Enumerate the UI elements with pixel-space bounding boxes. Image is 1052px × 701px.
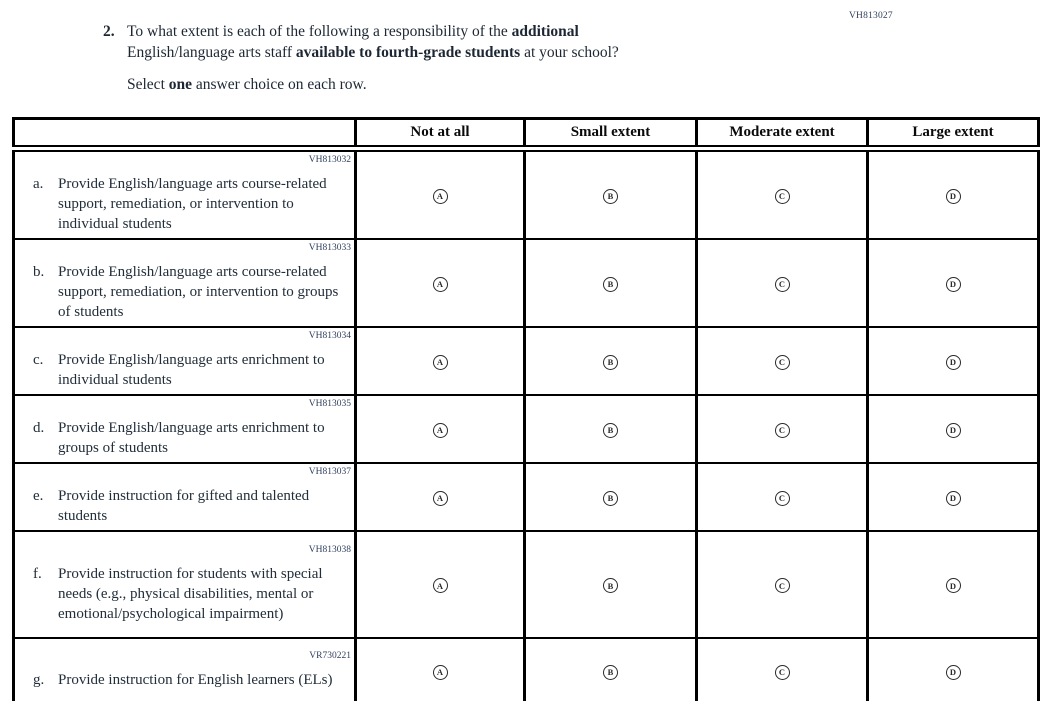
item-text-b: Provide English/language arts course-related support, remediation, or intervention to groups of students	[58, 264, 339, 320]
item-letter-g: g.	[33, 671, 45, 688]
option-cell-b-moderate	[697, 239, 868, 327]
item-text-d: Provide English/language arts enrichment to groups of students	[58, 420, 325, 456]
option-cell-e-small	[525, 463, 697, 531]
option-cell-a-moderate	[697, 149, 868, 240]
option-cell-c-large	[868, 327, 1039, 395]
radio-option-a-B[interactable]: B	[603, 189, 618, 204]
option-cell-d-large	[868, 395, 1039, 463]
option-cell-e-large	[868, 463, 1039, 531]
radio-option-d-C[interactable]: C	[775, 423, 790, 438]
radio-option-f-B[interactable]: B	[603, 578, 618, 593]
option-cell-d-moderate	[697, 395, 868, 463]
option-cell-g-large	[868, 638, 1039, 701]
header-empty-cell	[14, 119, 356, 149]
item-letter-c: c.	[33, 352, 44, 368]
row-code-b: VH813033	[308, 243, 351, 253]
instruction-bold-one: one	[168, 76, 192, 93]
option-cell-a-not-at-all	[356, 149, 525, 240]
option-cell-a-large	[868, 149, 1039, 240]
question-bold-additional: additional	[511, 23, 579, 40]
radio-option-a-A[interactable]: A	[433, 189, 448, 204]
radio-option-e-D[interactable]: D	[946, 491, 961, 506]
header-not-at-all: Not at all	[356, 119, 525, 149]
row-code-c: VH813034	[308, 331, 351, 341]
radio-option-b-B[interactable]: B	[603, 277, 618, 292]
item-text-f: Provide instruction for students with special needs (e.g., physical disabilities, mental or emotional/psychological impairment)	[58, 565, 323, 622]
option-cell-a-small	[525, 149, 697, 240]
option-cell-f-large	[868, 531, 1039, 638]
radio-option-g-D[interactable]: D	[946, 665, 961, 680]
question-line-1: To what extent is each of the following a responsibility of the additional	[127, 23, 579, 40]
header-large-extent: Large extent	[868, 119, 1039, 149]
row-code-e: VH813037	[308, 467, 351, 477]
option-cell-g-small	[525, 638, 697, 701]
option-cell-f-moderate	[697, 531, 868, 638]
header-small-extent: Small extent	[525, 119, 697, 149]
item-text-e: Provide instruction for gifted and talented students	[58, 488, 310, 524]
radio-option-c-D[interactable]: D	[946, 355, 961, 370]
radio-option-g-B[interactable]: B	[603, 665, 618, 680]
response-matrix-table	[12, 117, 1040, 701]
question-line-2: English/language arts staff available to fourth-grade students at your school?	[127, 44, 619, 61]
radio-option-b-A[interactable]: A	[433, 277, 448, 292]
radio-option-a-D[interactable]: D	[946, 189, 961, 204]
option-cell-c-moderate	[697, 327, 868, 395]
item-letter-a: a.	[33, 176, 44, 192]
radio-option-c-A[interactable]: A	[433, 355, 448, 370]
radio-option-d-B[interactable]: B	[603, 423, 618, 438]
item-cell-f	[14, 531, 356, 638]
radio-option-b-C[interactable]: C	[775, 277, 790, 292]
question-text	[127, 21, 619, 95]
item-cell-e	[14, 463, 356, 531]
item-letter-e: e.	[33, 488, 44, 504]
row-code-a: VH813032	[308, 155, 351, 165]
radio-option-f-C[interactable]: C	[775, 578, 790, 593]
option-cell-d-not-at-all	[356, 395, 525, 463]
item-letter-b: b.	[33, 264, 45, 280]
radio-option-f-D[interactable]: D	[946, 578, 961, 593]
radio-option-d-D[interactable]: D	[946, 423, 961, 438]
option-cell-b-large	[868, 239, 1039, 327]
option-cell-d-small	[525, 395, 697, 463]
item-text-g: Provide instruction for English learners (ELs)	[58, 671, 333, 688]
table-row-c	[14, 327, 1039, 395]
row-code-f: VH813038	[308, 544, 351, 555]
option-cell-f-small	[525, 531, 697, 638]
table-row-a	[14, 149, 1039, 240]
item-cell-g	[14, 638, 356, 701]
option-cell-e-moderate	[697, 463, 868, 531]
radio-option-a-C[interactable]: C	[775, 189, 790, 204]
item-text-a: Provide English/language arts course-related support, remediation, or intervention to individual students	[58, 176, 327, 232]
table-row-b	[14, 239, 1039, 327]
item-letter-f: f.	[33, 565, 42, 582]
radio-option-e-C[interactable]: C	[775, 491, 790, 506]
item-cell-b	[14, 239, 356, 327]
radio-option-d-A[interactable]: A	[433, 423, 448, 438]
page-accession-code: VH813027	[849, 11, 893, 21]
option-cell-g-moderate	[697, 638, 868, 701]
header-row	[14, 119, 1039, 149]
option-cell-b-small	[525, 239, 697, 327]
table-row-d	[14, 395, 1039, 463]
header-moderate-extent: Moderate extent	[697, 119, 868, 149]
radio-option-c-C[interactable]: C	[775, 355, 790, 370]
radio-option-f-A[interactable]: A	[433, 578, 448, 593]
row-code-d: VH813035	[308, 399, 351, 409]
table-row-f	[14, 531, 1039, 638]
item-cell-c	[14, 327, 356, 395]
item-cell-d	[14, 395, 356, 463]
radio-option-b-D[interactable]: D	[946, 277, 961, 292]
radio-option-c-B[interactable]: B	[603, 355, 618, 370]
question-bold-available: available to fourth-grade students	[295, 44, 521, 61]
radio-option-g-C[interactable]: C	[775, 665, 790, 680]
table-row-g	[14, 638, 1039, 701]
radio-option-e-A[interactable]: A	[433, 491, 448, 506]
item-cell-a	[14, 149, 356, 240]
option-cell-f-not-at-all	[356, 531, 525, 638]
radio-option-e-B[interactable]: B	[603, 491, 618, 506]
option-cell-e-not-at-all	[356, 463, 525, 531]
option-cell-c-small	[525, 327, 697, 395]
option-cell-b-not-at-all	[356, 239, 525, 327]
question-instruction: Select one answer choice on each row.	[127, 76, 367, 93]
option-cell-g-not-at-all	[356, 638, 525, 701]
radio-option-g-A[interactable]: A	[433, 665, 448, 680]
item-letter-d: d.	[33, 420, 45, 436]
question-number: 2.	[103, 23, 115, 40]
row-code-g: VR730221	[309, 650, 351, 661]
option-cell-c-not-at-all	[356, 327, 525, 395]
table-row-e	[14, 463, 1039, 531]
question-block	[103, 21, 823, 95]
item-text-c: Provide English/language arts enrichment to individual students	[58, 352, 325, 388]
